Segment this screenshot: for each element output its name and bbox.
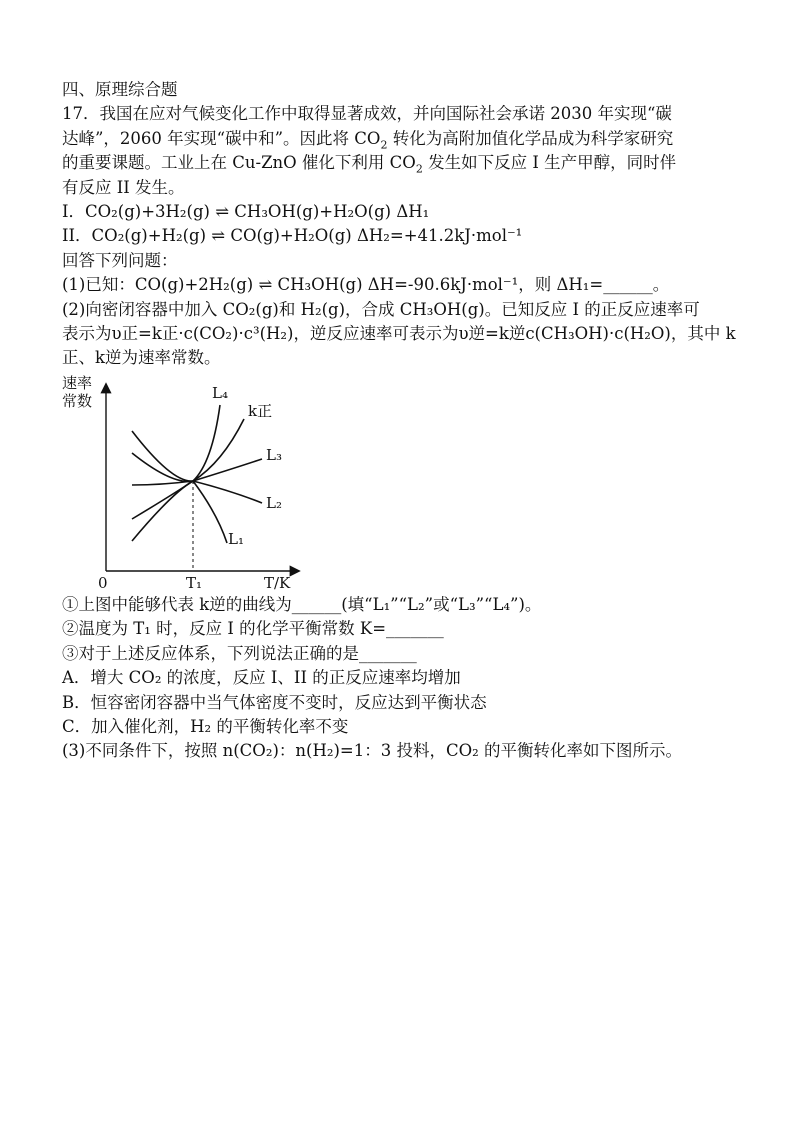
x-label: T/K [264, 573, 291, 592]
option-c: C．加入催化剂，H₂ 的平衡转化率不变 [62, 716, 349, 736]
part-2-line1: (2)向密闭容器中加入 CO₂(g)和 H₂(g)，合成 CH₃OH(g)。已知反应 I 的正反应速率可 [62, 299, 700, 319]
label-l2: L₂ [266, 493, 282, 512]
part-2-line3: 正、k逆为速率常数。 [62, 348, 221, 368]
label-l3: L₃ [266, 445, 282, 464]
label-l4: L₄ [212, 383, 228, 402]
curve-l3 [132, 459, 262, 485]
question-c: ③对于上述反应体系，下列说法正确的是_______ [62, 643, 417, 663]
y-label-line1: 速率 [62, 373, 93, 392]
label-k-forward: k正 [248, 401, 273, 420]
rate-constant-graph [62, 373, 322, 593]
part-3: (3)不同条件下，按照 n(CO₂)：n(H₂)=1：3 投料，CO₂ 的平衡转化率如下图所示。 [62, 741, 682, 761]
q17-intro-line3: 的重要课题。工业上在 Cu-ZnO 催化下利用 $CO_2$ 发生如下反应 I 生产甲醇，同时伴 [62, 153, 677, 176]
y-label-line2: 常数 [62, 391, 93, 410]
curve-l1 [132, 481, 227, 543]
question-b: ②温度为 T₁ 时，反应 I 的化学平衡常数 K=_______ [62, 619, 444, 639]
q17-intro-line2: 达峰”，2060 年实现“碳中和”。因此将 $CO_2$ 转化为高附加值化学品成为科学家研究 [62, 128, 674, 152]
q17-intro-line1: 17．我国在应对气候变化工作中取得显著成效，并向国际社会承诺 2030 年实现“碳 [62, 104, 672, 124]
option-a: A．增大 CO₂ 的浓度，反应 I、II 的正反应速率均增加 [62, 668, 461, 688]
graph-svg [62, 373, 322, 593]
q17-intro-line4: 有反应 II 发生。 [62, 177, 185, 197]
option-b: B．恒容密闭容器中当气体密度不变时，反应达到平衡状态 [62, 692, 487, 712]
part-2-line2: 表示为υ正=k正·c(CO₂)·c³(H₂)，逆反应速率可表示为υ逆=k逆c(CH₃OH)·c(H₂O)，其中 k [62, 324, 736, 344]
section-title: 四、原理综合题 [62, 80, 178, 99]
prompt: 回答下列问题： [62, 250, 178, 270]
origin-label: 0 [98, 573, 108, 592]
t1-label: T₁ [186, 573, 203, 592]
part-1: (1)已知：CO(g)+2H₂(g) ⇌ CH₃OH(g) ΔH=-90.6kJ·mol⁻¹，则 ΔH₁=______。 [62, 275, 670, 295]
reaction-1: I．CO₂(g)+3H₂(g) ⇌ CH₃OH(g)+H₂O(g) ΔH₁ [62, 202, 430, 222]
label-l1: L₁ [228, 529, 244, 548]
question-a: ①上图中能够代表 k逆的曲线为______(填“L₁”“L₂”或“L₃”“L₄”)。 [62, 594, 542, 614]
document-page [62, 78, 752, 764]
reaction-2: II．CO₂(g)+H₂(g) ⇌ CO(g)+H₂O(g) ΔH₂=+41.2kJ·mol⁻¹ [62, 226, 523, 246]
